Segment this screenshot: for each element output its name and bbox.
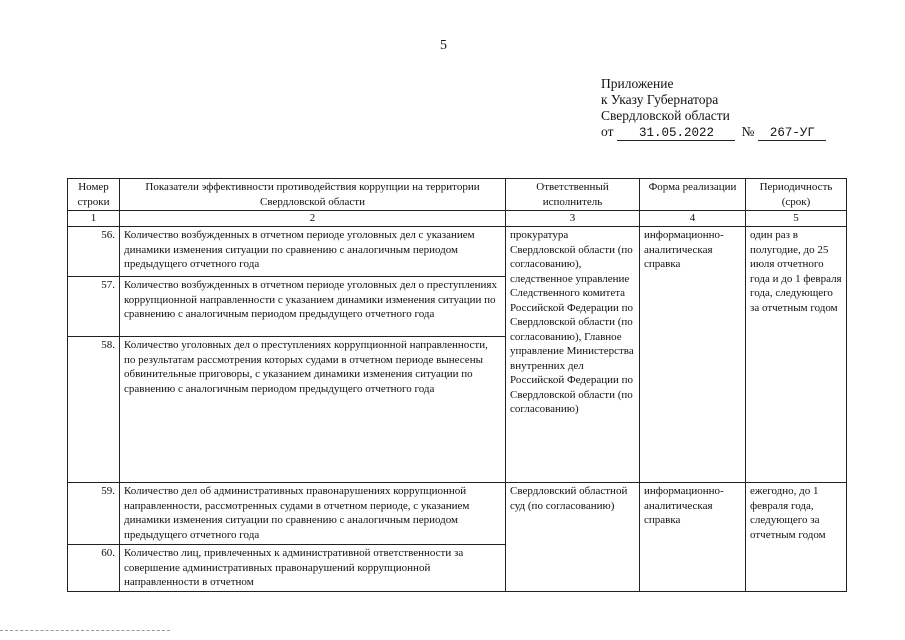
header-periodicity: Периодичность (срок) <box>746 179 847 211</box>
form-cell: информационно-аналитическая справка <box>640 483 746 592</box>
form-cell: информационно-аналитическая справка <box>640 227 746 483</box>
table-row <box>68 483 847 545</box>
number-label: № <box>741 124 755 139</box>
row-number: 56. <box>68 227 120 277</box>
indicator-text: Количество возбужденных в отчетном периоде уголовных дел с указанием динамики изменения ситуации по сравнению с аналогичным периодом предыдущего отчетного года <box>120 227 506 277</box>
indicator-text: Количество дел об административных правонарушениях коррупционной направленности, рассмотренных судами в отчетном периоде, с указанием динамики изменения ситуации по сравнению с аналогичным периодом предыдущего отчетного года <box>120 483 506 545</box>
periodicity-cell: один раз в полугодие, до 25 июля отчетного года и до 1 февраля года, следующего за отчетным годом <box>746 227 847 483</box>
row-number: 59. <box>68 483 120 545</box>
indicator-text: Количество уголовных дел о преступлениях коррупционной направленности, по результатам рассмотрения которых судами в отчетном периоде вынесены обвинительные приговоры, с указанием динамики изменения ситуации по сравнению с аналогичным периодом предыдущего отчетного года <box>120 337 506 483</box>
decree-number: 267-УГ <box>758 126 826 141</box>
scan-artifact-line <box>0 630 170 633</box>
table-header-row <box>68 179 847 211</box>
column-number: 2 <box>120 211 506 227</box>
from-label: от <box>601 124 614 139</box>
decree-date: 31.05.2022 <box>617 126 735 141</box>
periodicity-cell: ежегодно, до 1 февраля года, следующего за отчетным годом <box>746 483 847 592</box>
column-number: 3 <box>506 211 640 227</box>
table-row <box>68 227 847 277</box>
page-number: 5 <box>440 38 447 53</box>
row-number: 58. <box>68 337 120 483</box>
column-number: 1 <box>68 211 120 227</box>
executor-cell: прокуратура Свердловской области (по согласованию), следственное управление Следственного комитета Российской Федерации по Свердловской области (по согласованию), Главное управление Министерства внутренних дел Российской Федерации по Свердловской области (по согласованию) <box>506 227 640 483</box>
executor-cell: Свердловский областной суд (по согласованию) <box>506 483 640 592</box>
appendix-region: Свердловской области <box>601 108 730 123</box>
header-executor: Ответственный исполнитель <box>506 179 640 211</box>
indicator-text: Количество лиц, привлеченных к административной ответственности за совершение административных правонарушений коррупционной направленности в отчетном <box>120 545 506 592</box>
row-number: 60. <box>68 545 120 592</box>
row-number: 57. <box>68 277 120 337</box>
header-row-number: Номер строки <box>68 179 120 211</box>
indicator-text: Количество возбужденных в отчетном периоде уголовных дел о преступлениях коррупционной направленности с указанием динамики изменения ситуации по сравнению с аналогичным периодом предыдущего отчетного года <box>120 277 506 337</box>
appendix-reference: к Указу Губернатора <box>601 92 719 107</box>
appendix-title: Приложение <box>601 76 674 91</box>
header-form: Форма реализации <box>640 179 746 211</box>
header-indicators: Показатели эффективности противодействия коррупции на территории Свердловской области <box>120 179 506 211</box>
column-number: 5 <box>746 211 847 227</box>
column-number-row <box>68 211 847 227</box>
appendix-block <box>601 76 826 141</box>
indicators-table <box>67 178 847 592</box>
appendix-signature-line <box>601 124 826 141</box>
column-number: 4 <box>640 211 746 227</box>
